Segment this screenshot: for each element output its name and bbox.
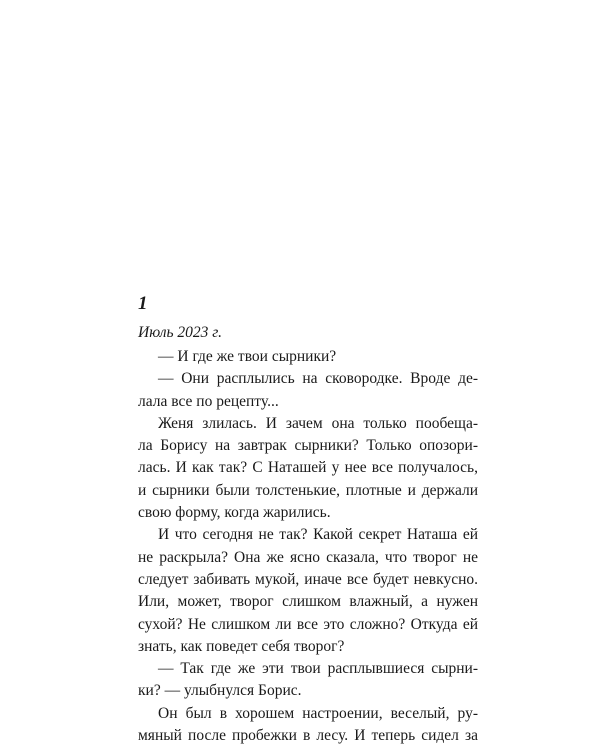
text-line: сухой? Не слишком ли все это сложно? Откуда ей bbox=[138, 615, 478, 633]
text-line: ла Борису на завтрак сырники? Только опозори- bbox=[138, 437, 478, 455]
text-line: и сырники были толстенькие, плотные и держали bbox=[138, 481, 478, 499]
text-line: ки? — улыбнулся Борис. bbox=[138, 682, 302, 700]
text-line: — Так где же эти твои расплывшиеся сырни- bbox=[158, 660, 478, 678]
chapter-number: 1 bbox=[138, 293, 148, 314]
text-line: Или, может, творог слишком влажный, а нужен bbox=[138, 593, 478, 611]
text-line: Женя злилась. И зачем она только пообеща- bbox=[158, 414, 478, 432]
text-line: Он был в хорошем настроении, веселый, ру- bbox=[158, 704, 478, 722]
body-text bbox=[138, 346, 478, 747]
text-line: лала все по рецепту... bbox=[138, 392, 279, 410]
text-line: — И где же твои сырники? bbox=[158, 348, 337, 365]
text-line: знать, как поведет себя творог? bbox=[138, 637, 345, 655]
text-line: лась. И как так? С Наташей у нее все получалось, bbox=[138, 459, 478, 477]
text-line: следует забивать мукой, иначе все будет невкусно. bbox=[138, 570, 478, 588]
text-line: мяный после пробежки в лесу. И теперь сидел за bbox=[138, 727, 478, 745]
text-line: не раскрыла? Она же ясно сказала, что творог не bbox=[138, 548, 478, 566]
text-line: — Они расплылись на сковородке. Вроде де- bbox=[158, 370, 478, 388]
chapter-date: Июль 2023 г. bbox=[138, 324, 223, 341]
text-line: И что сегодня не так? Какой секрет Наташа ей bbox=[158, 526, 478, 544]
text-line: свою форму, когда жарились. bbox=[138, 504, 331, 522]
